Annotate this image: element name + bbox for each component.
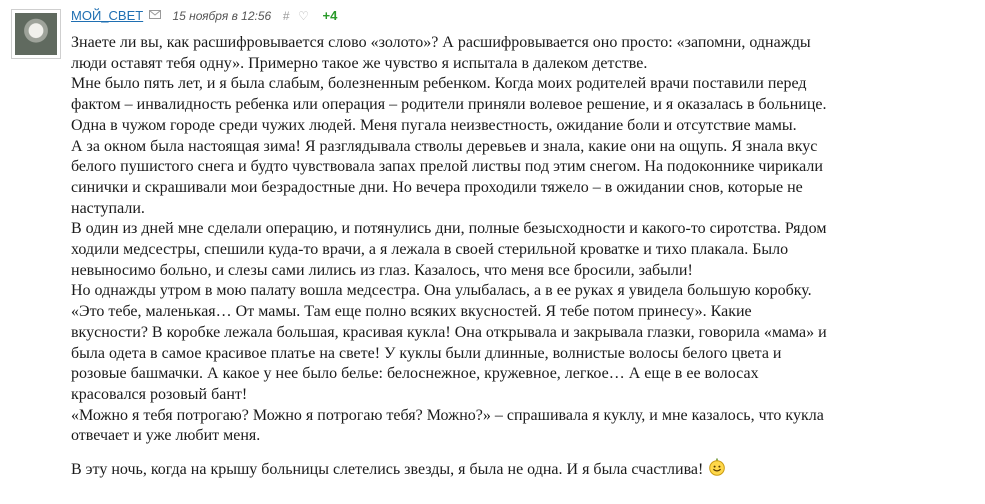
comment-last-paragraph	[71, 458, 831, 481]
comment-paragraph: «Можно я тебя потрогаю? Можно я потрогаю тебя? Можно?» – спрашивала я куклу, и мне казалось, что кукла отвечает и уже любит меня.	[71, 406, 824, 445]
comment-body	[71, 33, 831, 481]
permalink-hash[interactable]: #	[282, 9, 290, 23]
comment-paragraph: Мне было пять лет, и я была слабым, болезненным ребенком. Когда моих родителей врачи поставили перед фактом – инвалидность ребенка или операция – родители приняли волевое решение, и я оказалась в больнице. Одна в чужом городе среди чужих людей. Меня пугала неизвестность, ожидание боли и отсутствие мамы.	[71, 75, 827, 134]
heart-icon[interactable]: ♡	[298, 9, 309, 23]
comment-header	[71, 8, 337, 26]
smiley-icon	[708, 458, 726, 476]
comment-date: 15 ноября в 12:56	[172, 9, 272, 23]
comment-paragraph: Но однажды утром в мою палату вошла медсестра. Она улыбалась, а в ее руках я увидела большую коробку. «Это тебе, маленькая… От мамы. Там еще полно всяких вкусностей. Я тебе потом принесу». Какие вкусности? В коробке лежала большая, красивая кукла! Она открывала и закрывала глазки, говорила «мама» и была одета в самое красивое платье на свете! У куклы были длинные, волнистые волосы белого цвета и розовые башмачки. А какое у нее было белье: белоснежное, кружевное, легкое… А еще в ее волосах красовался розовый бант!	[71, 282, 827, 403]
comment-paragraph: В один из дней мне сделали операцию, и потянулись дни, полные безысходности и какого-то сиротства. Рядом ходили медсестры, спешили куда-то врачи, а я лежала в своей стерильной кроватке и тихо плакала. Было невыносимо больно, и слезы сами лились из глаз. Казалось, что меня все бросили, забыли!	[71, 220, 827, 279]
comment-score: +4	[322, 8, 338, 23]
last-paragraph-text: В эту ночь, когда на крышу больницы слетелись звезды, я была не одна. И я была счастлива!	[71, 461, 704, 479]
avatar-image	[15, 13, 57, 55]
comment-paragraph: А за окном была настоящая зима! Я разглядывала стволы деревьев и знала, какие они на ощупь. Я знала вкус белого пушистого снега и будто чувствовала запах прелой листвы под этим снегом. На подоконнике чирикали синички и скрашивали мои безрадостные дни. Но вечера проходили тяжело – в ожидании снов, которые не наступали.	[71, 137, 823, 217]
avatar[interactable]	[11, 9, 61, 59]
author-link[interactable]: МОЙ_СВЕТ	[71, 8, 144, 23]
mail-icon[interactable]	[149, 10, 161, 19]
comment-paragraph: Знаете ли вы, как расшифровывается слово «золото»? А расшифровывается оно просто: «запомни, однажды люди оставят тебя одну». Примерно такое же чувство я испытала в далеком детстве.	[71, 34, 811, 72]
